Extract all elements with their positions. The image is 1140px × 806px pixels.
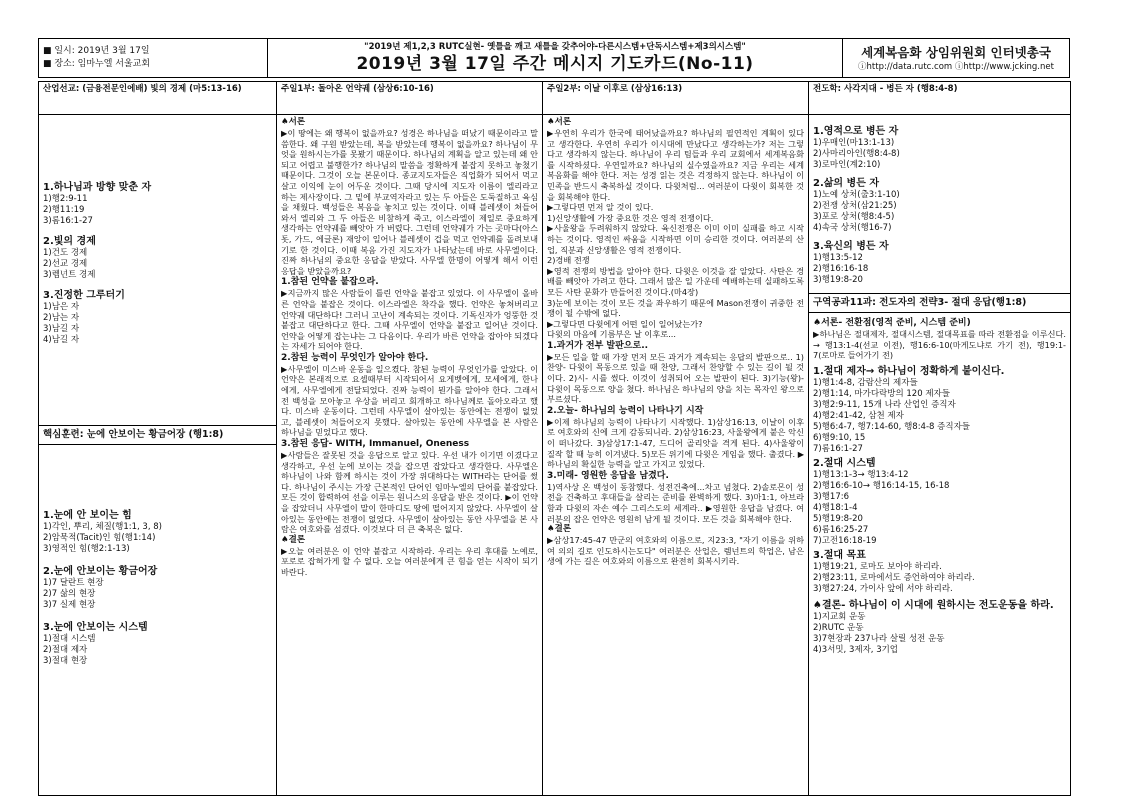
list-item: 2)행16:6-10→ 행16:14-15, 16-18 (813, 480, 950, 491)
col3-concl-label: ♠결론 (547, 524, 572, 535)
part-title: 2.참된 능력이 무엇인가 알아야 한다. (281, 352, 429, 363)
list-item: 1)행13:1-3→ 행13:4-12 (813, 469, 909, 480)
list-item: 3)영적인 힘(행2:1-13) (43, 544, 130, 554)
list-item: 3)포로 상처(행8:4-5) (813, 212, 895, 222)
list-item: 3)7 실제 현장 (43, 600, 96, 610)
col4-body (809, 115, 1071, 796)
list-item: 1)행19:21, 로마도 보아야 하리라. (813, 561, 942, 572)
col4-intro-label: ♠서론- 전환점(영적 준비, 시스템 준비) (813, 318, 971, 328)
col4-box-body (809, 313, 1070, 658)
list-item: 4)속국 상처(행16-7) (813, 223, 892, 233)
col4-sections (809, 115, 1070, 293)
list-item: 2)사마리아인(행8:4-8) (813, 149, 900, 159)
list-item: 6)행9:10, 15 (813, 432, 866, 443)
list-item: 3)렘넌트 경제 (43, 270, 96, 280)
list-item: 3)행27:24, 가이사 앞에 서야 하리라. (813, 583, 953, 594)
part-text: ▶사람들은 잘못된 것을 응답으로 알고 있다. 우선 내가 이기면 이겼다고 생각하고, 우선 눈에 보이는 것을 잡으면 잡았다고 생각한다. 사무엘은 하나님이 나와 함께 하시는 것이 가장 위대하다는 WITH라는 단어를 썼다. 하나님이 주시는 가장 근본적인 단어인 임마누엘의 단어를 붙잡았다. 모든 것이 합력하여 선을 이루는 원니스의 응답을 받은 것이다. ▶이 언약을 잡았더니 사무엘이 말이 한마디도 땅에 떨어지지 않았다. 사무엘이 살아있는 동안에는 전쟁이 없었다. 사무엘이 살아있는 동안 사무엘을 본 사람은 여호와를 섬겼다. 이것보다 더 큰 축복은 없다. (281, 450, 538, 535)
point-line: ▶사울왕을 두려워하지 않았다. 육신전쟁은 이미 이미 실패를 하고 시작하는 것이다. 영적인 싸움을 시작하면 이미 승리한 것이다. 여러분의 산업, 직분과 신앙생활은 영적 전쟁이다. (547, 223, 804, 255)
list-item: 2)행23:11, 로마에서도 증언하여야 하리라. (813, 572, 975, 583)
list-item: 6)롬16:25-27 (813, 524, 869, 535)
list-item: 3)절대 현장 (43, 656, 88, 666)
point-line: 다윗의 마음에 기름부은 날 이후로... (547, 329, 676, 340)
col1-sections (43, 181, 272, 346)
section-title: 1.절대 제자→ 하나님이 정확하게 붙이신다. (813, 365, 1005, 377)
list-item: 2)암묵적(Tacit)인 힘(행1:14) (43, 533, 156, 543)
list-item: 2)선교 경제 (43, 259, 88, 269)
part-text: ▶모든 일을 할 때 가장 먼저 모든 과거가 계속되는 응답의 발판으로.. 1)찬양- 다윗이 목동으로 있을 때 찬양, 그래서 찬양할 수 있는 길이 될 것이다. 2)시- 시를 썼다. 이것이 성취되어 오는 발판이 된다. 3)기능(왕)- 다윗이 목동으로 양을 쳤다. 하나님은 하나님의 양을 치는 목자인 왕으로 부르셨다. (547, 351, 804, 405)
section-title: 1.눈에 안 보이는 힘 (43, 510, 132, 521)
list-item: 2)전쟁 상처(삼21:25) (813, 201, 897, 211)
list-item: 4)행18:1-4 (813, 502, 858, 513)
part-title: 1.과거가 전부 발판으로.. (547, 340, 649, 351)
list-item: 1)지교회 운동 (813, 611, 866, 622)
section-title: 3.육신의 병든 자 (813, 241, 889, 252)
col3-points (547, 213, 804, 340)
card-header (38, 38, 1070, 78)
col3-intro2: ▶그렇다면 먼저 알 것이 있다. (547, 202, 654, 213)
list-item: 2)행1:14, 마가다락방의 120 제자들 (813, 388, 950, 399)
col2-concl-label: ♠결론 (281, 534, 306, 545)
part-title: 3.참된 응답- WITH, Immanuel, Oneness (281, 439, 470, 450)
col4-box-head: 구역공과11과: 전도자의 전략3- 절대 응답(행1:8) (809, 294, 1070, 313)
col1-core (39, 425, 276, 669)
list-item: 1)남은 자 (43, 302, 80, 312)
col4-concl-items (813, 612, 1066, 656)
col3-body (543, 115, 809, 796)
section-title: 3.눈에 안보이는 시스템 (43, 622, 148, 633)
col3-intro: ▶우연히 우리가 한국에 태어났을까요? 하나님의 필연적인 계획이 있다고 생각한다. 우연히 우리가 이시대에 만났다고 생각하는가? 저는 그렇다고 생각하지 않는다. 하나님이 우리 팀들과 우리 교회에서 세계복음화를 시작하셨다. 우연일까요? 하나님의 실수였을까요? 지금 우리는 세계복음화를 해야 한다. 저는 성경 읽는 것은 걱정하지 않는다. 하나님이 이 민족을 반드시 축복하실 것이다. 다윗처럼... 여러분이 다윗이 회복한 것을 회복해야 한다. (547, 128, 804, 202)
list-item: 3)행2:9-11, 15개 나라 산업인 증직자 (813, 399, 956, 410)
col2-intro-label: ♠서론 (281, 117, 306, 127)
col2-concl: ▶오늘 여러분은 이 언약 붙잡고 시작하라. 우리는 우리 후대를 노예로, 포로로 잡혀가게 할 수 없다. 오늘 여러분에게 큰 힘을 얻는 시작이 되기 바란다. (281, 545, 538, 577)
list-item: 1)절대 시스템 (43, 634, 96, 644)
list-item: 3)행17:6 (813, 491, 850, 502)
date-place-box (39, 39, 268, 78)
section-title: 1.하나님과 방향 맞춘 자 (43, 182, 152, 193)
content-grid (38, 81, 1071, 796)
col1-core-sections (39, 445, 276, 669)
org-urls: ⓘhttp://data.rutc.com ⓘhttp://www.jcking.net (858, 61, 1054, 72)
part-title: 2.오늘- 하나님의 능력이 나타나기 시작 (547, 405, 704, 416)
part-text: 1)역사상 온 백성이 동참했다. 성전건축에...차고 넘쳤다. 2)솔로몬이 성전을 건축하고 후대들을 살리는 준비를 완벽하게 했다. 3)마1:1, 아브라함과 다윗의 자손 예수 그리스도의 세계라.. ▶영원한 응답을 남겼다. 여러분의 잡은 언약은 영원히 남게 될 것이다. 모든 것을 회복해야 한다. (547, 481, 804, 524)
part-text: ▶지금까지 많은 사람들이 틀린 언약을 붙잡고 있었다. 이 사무엘이 올바른 언약을 붙잡은 것이다. 이스라엘은 착각을 했다. 언약은 놓쳐버리고 언약궤 대단하다! 그러니 고난이 계속되는 것이다. 기독신자가 엉뚱한 것 붙잡고 대단하다고 한다. 그때 사무엘이 언약을 붙잡고 일어난 것이다. 언약을 어떻게 잡는냐는 그 다음이다. 우리가 바른 언약을 잡아야 되겠다는 자세가 되어야 한다. (281, 288, 538, 352)
col2-head: 주일1부: 돌아온 언약궤 (삼상6:10-16) (277, 82, 543, 115)
part-text: ▶이제 하나님의 능력이 나타나기 시작했다. 1)삼상16:13, 이날이 이후로 여호와의 신에 크게 감동되니라. 2)삼상16:23, 사울왕에게 붙은 악신이 떠나갔다. 3)삼상17:1-47, 드디어 골리앗을 격게 된다. 4)사울왕이 질작 할 때 능히 이겨냈다. 5)모든 위기에 다윗은 게임을 했다. 출겼다. ▶하나님의 확실한 능력을 알고 가지고 있었다. (547, 416, 804, 470)
list-item: 3)행19:8-20 (813, 275, 863, 285)
col3-head: 주일2부: 이날 이후로 (삼상16:13) (543, 82, 809, 115)
point-line: ▶그렇다면 다윗에게 어떤 일이 일어났는가? (547, 318, 703, 329)
point-line: 1)신앙생활에 가장 중요한 것은 영적 전쟁이다. (547, 212, 714, 223)
col4-box (809, 293, 1070, 658)
theme-subtitle: "2019년 제1,2,3 RUTC실현- 옛틀을 깨고 새틀을 갖추어야-다른시스템+단독시스템+제3의시스템" (364, 42, 746, 52)
list-item: 2)RUTC 운동 (813, 622, 864, 633)
list-item: 1)노예 상처(출3:1-10) (813, 190, 900, 200)
date-line: ■ 일시: 2019년 3월 17일 (43, 46, 150, 56)
list-item: 1)행13:5-12 (813, 253, 863, 263)
list-item: 1)각인, 뿌리, 체질(행1:1, 3, 8) (43, 522, 162, 532)
list-item: 4)남길 자 (43, 335, 80, 345)
list-item: 2)행11:19 (43, 205, 85, 215)
col1-body (39, 115, 277, 796)
col3-intro-label: ♠서론 (547, 117, 572, 127)
list-item: 5)행19:8-20 (813, 513, 863, 524)
card-title: 2019년 3월 17일 주간 메시지 기도카드(No-11) (356, 54, 754, 74)
list-item: 1)7 달란트 현장 (43, 578, 104, 588)
section-title: 2.절대 시스템 (813, 457, 876, 469)
prayer-card (38, 38, 1070, 794)
part-title: 1.참된 언약을 붙잡으라. (281, 277, 379, 288)
core-head: 핵심훈련: 눈에 안보이는 황금어장 (행1:8) (39, 426, 276, 445)
col4-concl-title: ♠결론- 하나님이 이 시대에 원하시는 전도운동을 하라. (813, 599, 1054, 611)
list-item: 1)건도 경제 (43, 248, 88, 258)
list-item: 2)행16:16-18 (813, 264, 869, 274)
list-item: 5)행6:4-7, 행7:14-60, 행8:4-8 증직자들 (813, 421, 970, 432)
col2-intro: ▶이 땅에는 왜 행복이 없을까요? 성경은 하나님을 떠났기 때문이라고 말씀한다. 왜 구원 받았는데, 복을 받았는데 행복이 없을까요? 하나님이 무엇을 원하시는가를 못봤기 때문이다. 하나님의 계획을 알고 있는데 왜 안되고 어렵고 불행한가? 하나님의 말씀을 정확하게 붙잡지 못하고 놓쳤기 때문이다. 그것이 오늘 본문이다. 종교지도자들은 직업화가 되어서 먹고 살고 이익에 눈이 어두운 것이다. 그때 당시에 지도자 이름이 엘리라고 하는 제사장이다. 그 밑에 부교역자라고 있는 두 아들은 도둑질하고 육심을 채웠다. 백성들은 복음을 놓치고 있는 것이다. 이때 블레셋이 쳐들어와서 엘리와 그 두 아들은 비참하게 죽고, 이스라엘이 제일로 중요하게 생각하는 언약궤를 빼앗아 가 버렸다. 그런데 언약궤가 가는 곳마다(아스돗, 가드, 에글론) 재앙이 일어나 블레셋이 겁을 먹고 언약궤를 돌려보내기로 한 것이다. 이때 복음 가진 지도자가 나타났는데 바로 사무엘이다. 진짜 하나님의 중요한 응답을 받았다. 사무엘 한명이 어떻게 해서 이런 응답을 받았을까요? (281, 128, 538, 276)
section-title: 2.삶의 병든 자 (813, 178, 880, 189)
org-box (843, 39, 1070, 78)
list-item: 3)남길 자 (43, 324, 80, 334)
list-item: 4)행2:41-42, 삼천 제자 (813, 410, 904, 421)
section-title: 3.절대 목표 (813, 549, 866, 561)
point-line: 3)눈에 보이는 것이 모든 것을 좌우하기 때문에 Mason전쟁이 귀중한 전쟁이 될 수밖에 없다. (547, 297, 804, 319)
title-box (268, 39, 843, 78)
list-item: 1)우매인(마13:1-13) (813, 138, 895, 148)
col4-head: 전도학: 사각지대 - 병든 자 (행8:4-8) (809, 82, 1071, 115)
point-line: ▶영적 전쟁의 방법을 알아야 한다. 다윗은 이것을 잘 알았다. 사탄은 경배를 빼앗아 가려고 한다. 그래서 많은 일 가운데 예배하는데 실패하도록 모든 사탄 문화가 만들어진 것이다.(마4장) (547, 265, 804, 297)
section-title: 2.빛의 경제 (43, 236, 96, 247)
list-item: 2)절대 제자 (43, 645, 88, 655)
part-title: 3.미래- 영원한 응답을 남겼다. (547, 470, 669, 481)
section-title: 2.눈에 안보이는 황금어장 (43, 566, 158, 577)
place-line: ■ 장소: 임마누엘 서울교회 (43, 59, 151, 69)
col3-concl: ▶삼상17:45-47 만군의 여호와의 이름으로, 지23:3, "자기 이름을 위하여 의의 길로 인도하시는도다" 여러분은 산업은, 렘넌트의 학업은, 남은 생에 가는 길은 여호와의 이름으로 완전히 회복시키라. (547, 535, 804, 567)
section-title: 1.영적으로 병든 자 (813, 126, 899, 137)
section-title: 3.진정한 그루터기 (43, 290, 125, 301)
list-item: 2)7 삶의 현장 (43, 589, 96, 599)
list-item: 1)행2:9-11 (43, 194, 88, 204)
list-item: 7)롬16:1-27 (813, 443, 863, 454)
list-item: 3)로마인(계2:10) (813, 160, 881, 170)
point-line: 2)경배 전쟁 (547, 255, 590, 266)
col4-parts (813, 365, 1066, 595)
list-item: 1)행1:4-8, 감람산의 제자들 (813, 377, 918, 388)
list-item: 7)고전16:18-19 (813, 535, 877, 546)
col1-top (39, 115, 276, 425)
col1-head: 산업선교: (금융전문인에배) 빛의 경제 (마5:13-16) (39, 82, 277, 115)
list-item: 3)7현장과 237나라 살릴 성전 운동 (813, 633, 945, 644)
col3-parts (547, 340, 804, 524)
list-item: 2)남는 자 (43, 313, 80, 323)
col2-parts (281, 276, 538, 534)
part-text: ▶사무엘이 미스바 운동을 일으켰다. 참된 능력이 무엇인가를 알았다. 이 언약은 본래적으로 요셉때부터 시작되어서 요게벳에게, 모세에게, 한나에게, 사무엘에게 전달되었다. 진짜 능력이 뭔가를 알아야 한다. 그래서 전 백성을 모아놓고 우상을 버리고 회개하고 하나님께로 돌아오라고 했다. 미스바 운동이다. 그런데 사무엘이 살아있는 동안에는 전쟁이 없었고, 블레셋이 처들어오지 못했다. 살아있는 동안에 사무엘을 본 사람은 하나님을 믿었다고 했다. (281, 363, 538, 438)
col4-intro: ▶하나님은 절대제자, 절대시스템, 절대목표를 따라 전환점을 이루신다. → 행13:1-4(선교 이전), 행16:6-10(마게도냐로 가기 전), 행19:1-7(로마로 들어가기 전) (813, 329, 1066, 361)
org-name: 세계복음화 상임위원회 인터넷총국 (861, 44, 1051, 60)
col2-body (277, 115, 543, 796)
list-item: 4)3서밋, 3제자, 3기업 (813, 644, 899, 655)
list-item: 3)롬16:1-27 (43, 216, 93, 226)
